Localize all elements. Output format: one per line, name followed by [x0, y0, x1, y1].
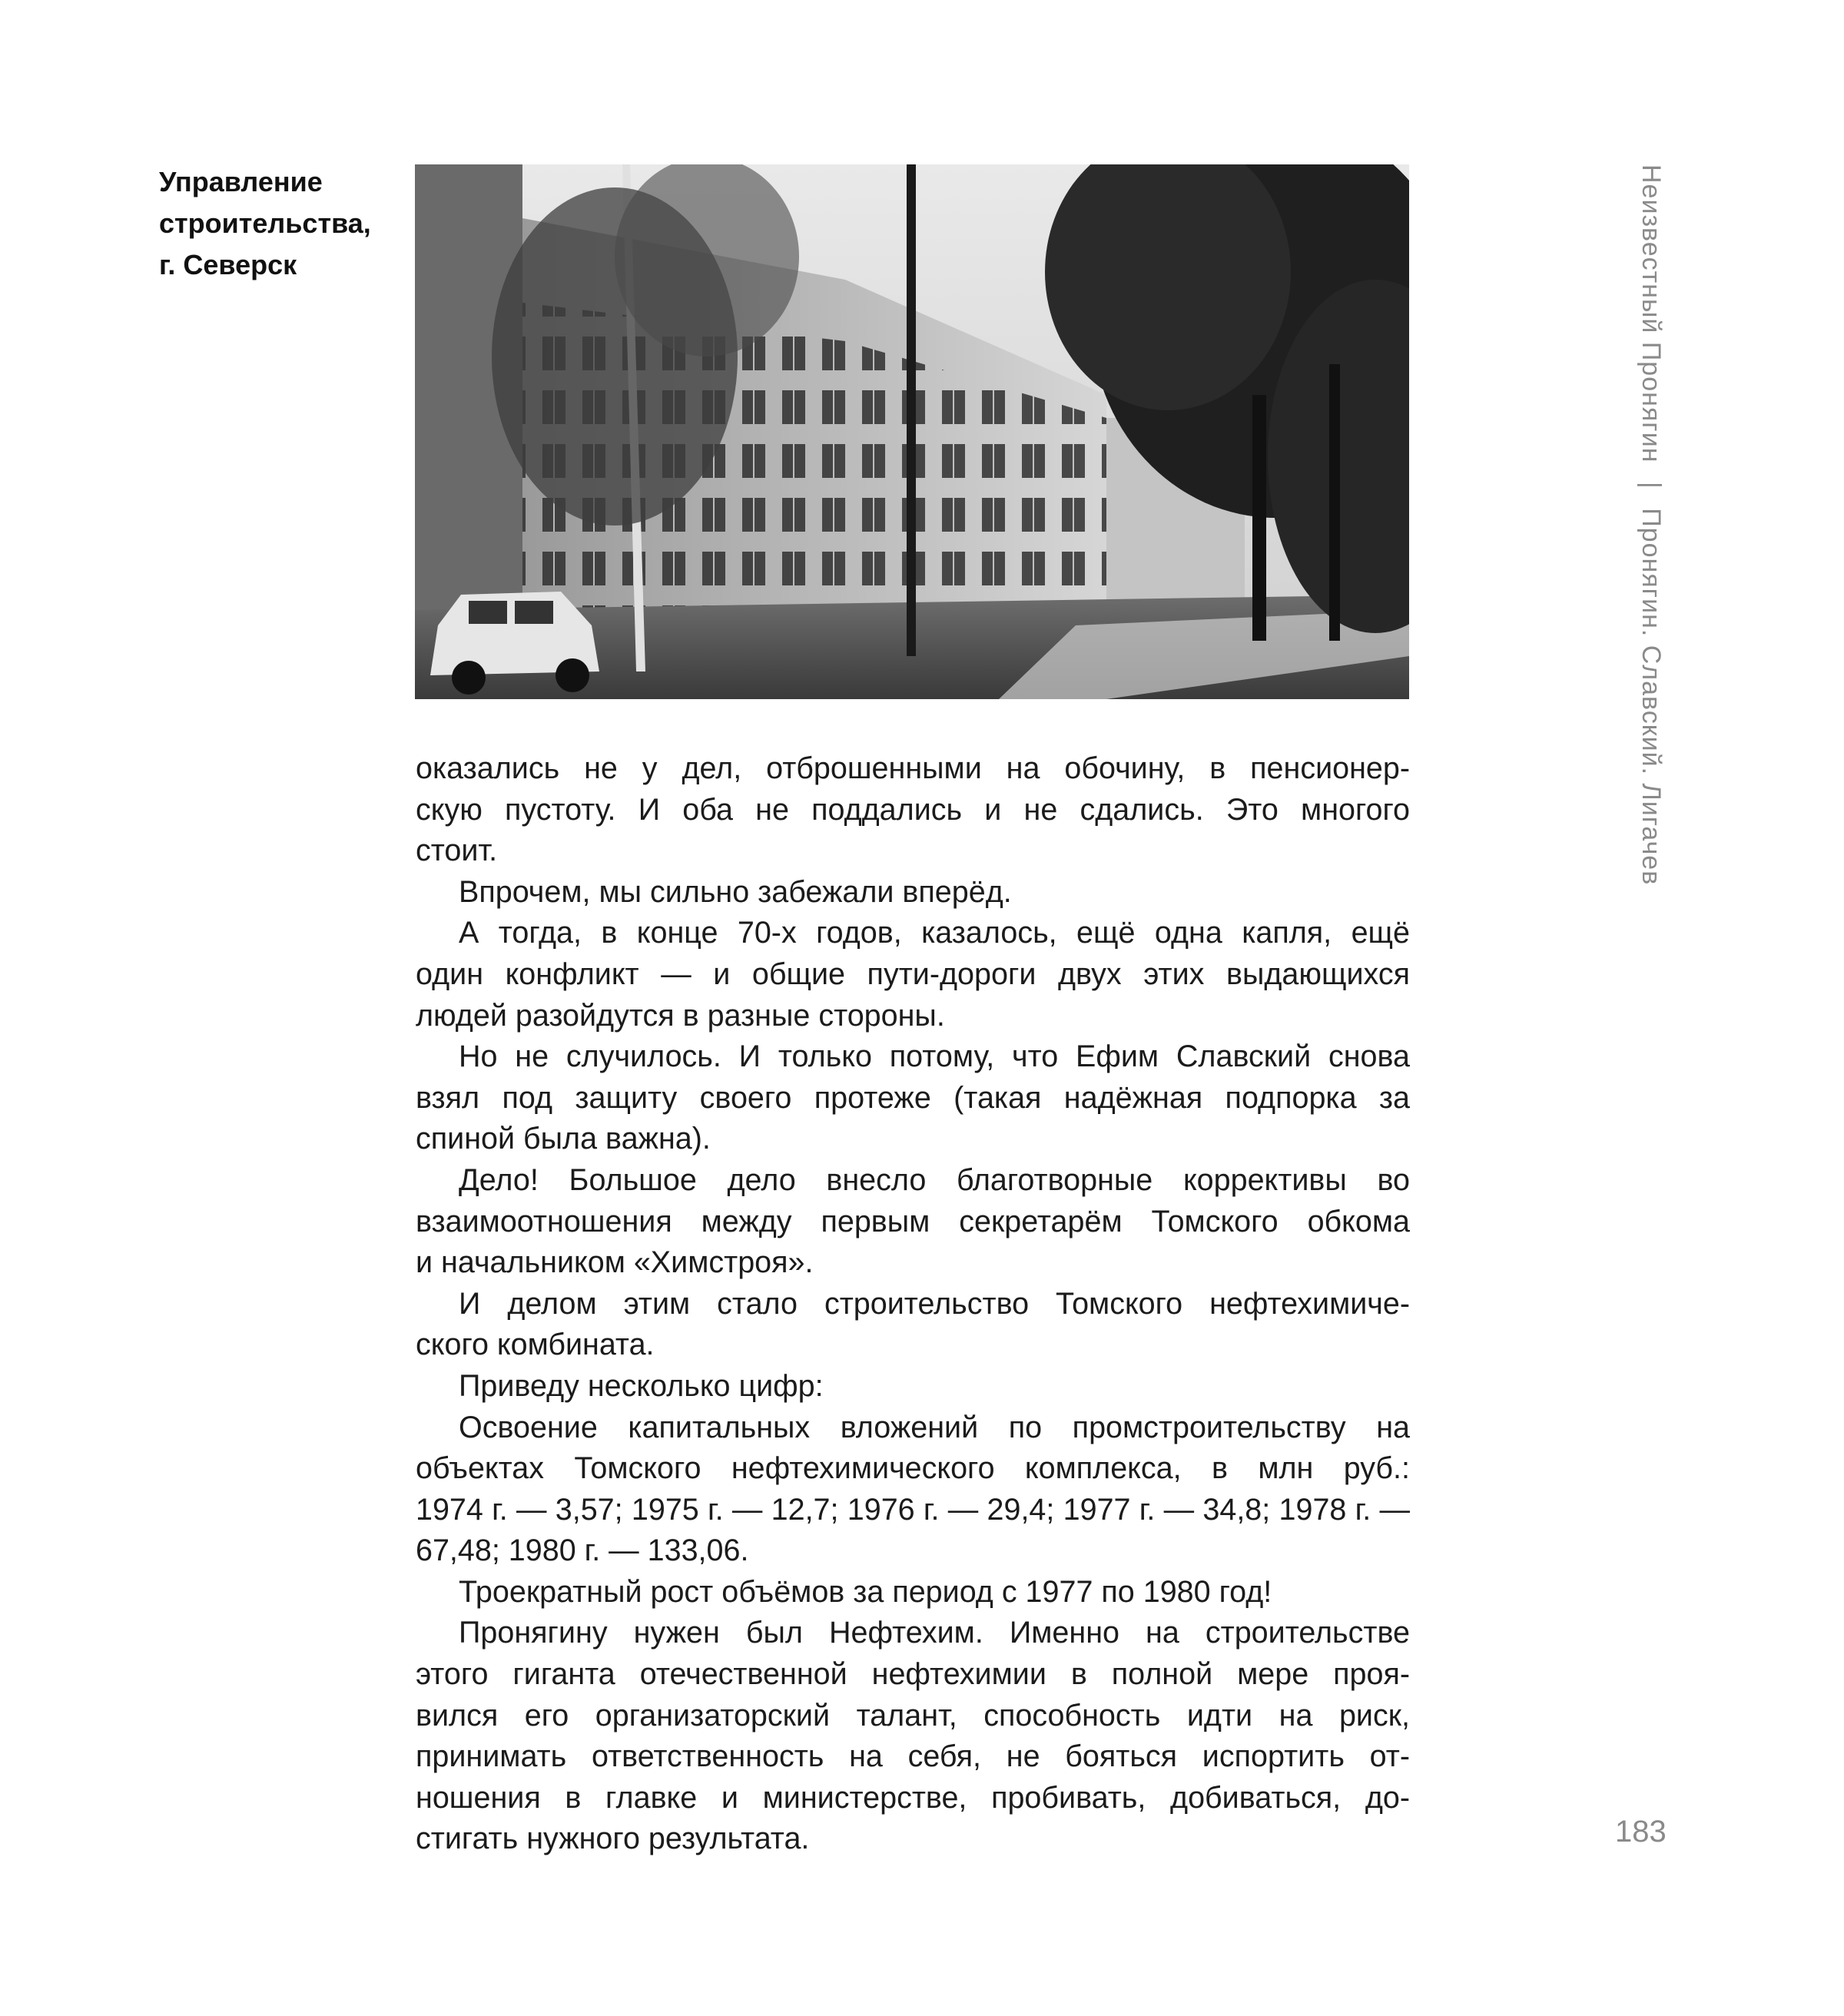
text-line: 67,48; 1980 г. — 133,06. [416, 1534, 749, 1568]
photo-caption [159, 161, 405, 286]
text-line: оказались не у дел, отброшенными на обочину, в пенсионер- [416, 751, 1410, 785]
text-line: людей разойдутся в разные стороны. [416, 998, 945, 1033]
text-line: скую пустоту. И оба не поддались и не сдались. Это многого [416, 792, 1410, 827]
text-line: вился его организаторский талант, способность идти на риск, [416, 1698, 1410, 1732]
text-line: стоит. [416, 834, 498, 868]
text-line: спиной была важна). [416, 1122, 711, 1156]
caption-line: г. Северск [159, 249, 297, 280]
running-head-separator: | [1637, 481, 1666, 489]
text-line: Но не случилось. И только потому, что Ефим Славский снова [459, 1040, 1410, 1074]
text-line: ского комбината. [416, 1328, 655, 1362]
text-line: один конфликт — и общие пути-дороги двух этих выдающихся [416, 957, 1410, 991]
text-line: Освоение капитальных вложений по промстроительству на [459, 1410, 1410, 1444]
text-line: ношения в главке и министерстве, пробивать, добиваться, до- [416, 1780, 1410, 1815]
caption-line: Управление [159, 166, 323, 197]
text-line: и начальником «Химстроя». [416, 1245, 814, 1280]
text-line: взял под защиту своего протеже (такая надёжная подпорка за [416, 1080, 1410, 1115]
text-line: И делом этим стало строительство Томского нефтехимиче- [459, 1286, 1410, 1321]
section-title: Пронягин. Славский. Лигачев [1637, 508, 1666, 886]
text-line: объектах Томского нефтехимического комплекса, в млн руб.: [416, 1451, 1410, 1486]
body-text [416, 748, 1410, 1860]
text-line: Впрочем, мы сильно забежали вперёд. [459, 874, 1012, 909]
caption-line: строительства, [159, 207, 371, 239]
text-line: А тогда, в конце 70-х годов, казалось, ещё одна капля, ещё [459, 916, 1410, 950]
text-line: Троекратный рост объёмов за период с 1977 по 1980 год! [459, 1574, 1272, 1609]
building-photo [415, 164, 1409, 699]
text-line: Приведу несколько цифр: [459, 1368, 824, 1403]
book-title: Неизвестный Пронягин [1637, 164, 1666, 463]
text-line: 1974 г. — 3,57; 1975 г. — 12,7; 1976 г. — 29,4; 1977 г. — 34,8; 1978 г. — [416, 1492, 1410, 1527]
text-line: взаимоотношения между первым секретарём Томского обкома [416, 1204, 1410, 1238]
text-line: этого гиганта отечественной нефтехимии в полной мере проя- [416, 1657, 1410, 1692]
text-line: стигать нужного результата. [416, 1822, 810, 1856]
running-head [1632, 164, 1670, 886]
text-line: принимать ответственность на себя, не бояться испортить от- [416, 1739, 1410, 1774]
page-number: 183 [1615, 1815, 1667, 1849]
text-line: Пронягину нужен был Нефтехим. Именно на строительстве [459, 1616, 1410, 1650]
text-line: Дело! Большое дело внесло благотворные коррективы во [459, 1162, 1410, 1197]
